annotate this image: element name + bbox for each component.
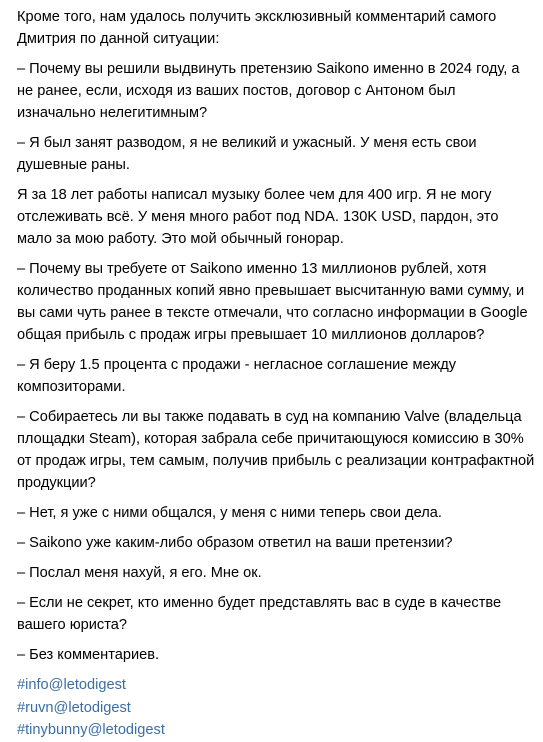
paragraph-answer-1: – Я был занят разводом, я не великий и ужасный. У меня есть свои душевные раны. [17,135,477,173]
paragraph-answer-1-continued: Я за 18 лет работы написал музыку более чем для 400 игр. Я не могу отслеживать всё. У меня много работ под NDA. 130K USD, пардон, это мало за мою работу. Это мой обычный гонорар. [17,187,499,247]
paragraph-question-4: – Saikono уже каким-либо образом ответил на ваши претензии? [17,535,453,551]
hashtag-info[interactable]: #info@letodigest [17,677,126,693]
paragraph-answer-4: – Послал меня нахуй, я его. Мне ок. [17,565,262,581]
paragraph-answer-5: – Без комментариев. [17,647,160,663]
paragraph-question-5: – Если не секрет, кто именно будет представлять вас в суде в качестве вашего юриста? [17,595,502,633]
paragraph-answer-3: – Нет, я уже с ними общался, у меня с ними теперь свои дела. [17,505,442,521]
hashtag-list [17,674,535,742]
paragraph-question-1: – Почему вы решили выдвинуть претензию Saikono именно в 2024 году, а не ранее, если, исходя из ваших постов, договор с Антоном был изначально нелегитимным? [17,61,520,121]
paragraph-answer-2: – Я беру 1.5 процента с продажи - негласное соглашение между композиторами. [17,357,457,395]
hashtag-ruvn[interactable]: #ruvn@letodigest [17,699,131,716]
paragraph-intro: Кроме того, нам удалось получить эксклюзивный комментарий самого Дмитрия по данной ситуации: [17,9,497,47]
paragraph-question-3: – Собираетесь ли вы также подавать в суд на компанию Valve (владельца площадки Steam), которая забрала себе причитающуюся комиссию в 30% от продаж игры, тем самым, получив прибыль с реализации контрафактной продукции? [17,409,535,491]
paragraph-question-2: – Почему вы требуете от Saikono именно 13 миллионов рублей, хотя количество проданных копий явно превышает высчитанную вами сумму, и вы сами чуть ранее в тексте отмечали, что согласно информации в Google общая прибыль с продаж игры превышает 10 миллионов долларов? [17,261,528,343]
post-body [17,6,535,742]
hashtag-tinybunny[interactable]: #tinybunny@letodigest [17,722,165,738]
